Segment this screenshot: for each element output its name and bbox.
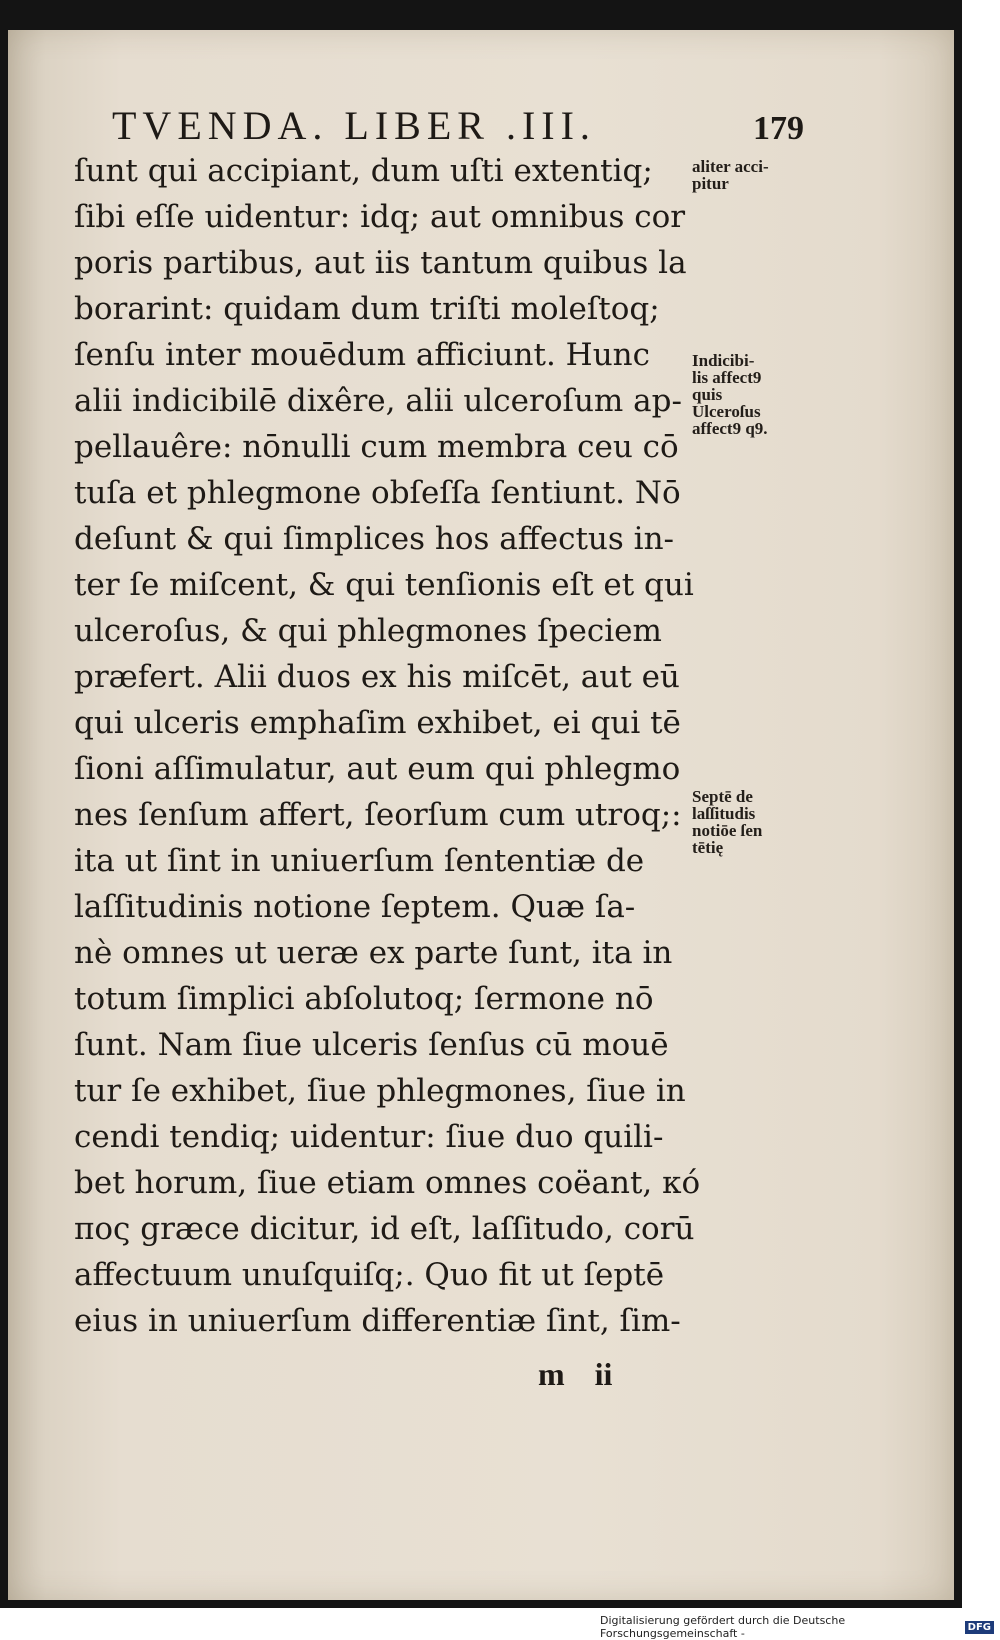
text-line: nè omnes ut ueræ ex parte ſunt, ita in [74, 935, 673, 971]
text-line: cendi tendiq; uidentur: ſiue duo quili- [74, 1119, 664, 1155]
credit-text: Digitalisierung gefördert durch die Deutsche Forschungsgemeinschaft - [600, 1614, 846, 1640]
text-line: borarint: quidam dum triſti moleſtoq; [74, 291, 660, 327]
text-line: ulceroſus, & qui phlegmones ſpeciem [74, 613, 662, 649]
margin-note-line: affect9 q9. [692, 419, 768, 438]
text-line: affectuum unuſquiſq;. Quo fit ut ſeptē [74, 1257, 665, 1293]
signature-mark: m ii [538, 1356, 613, 1392]
margin-note-septem [692, 788, 822, 856]
text-line: ſenſu inter mouēdum afficiunt. Hunc [74, 337, 650, 373]
text-line: ter ſe miſcent, & qui tenſionis eſt et qui [74, 567, 694, 603]
text-line: tuſa et phlegmone obſeſſa ſentiunt. Nō [74, 475, 681, 511]
running-head: TVENDA. LIBER .III. [112, 103, 596, 148]
margin-note-line: Indicibi- [692, 351, 755, 370]
text-line: tur ſe exhibet, ſiue phlegmones, ſiue in [74, 1073, 686, 1109]
margin-note-line: laſſitudis [692, 804, 756, 823]
text-line: totum ſimplici abſolutoq; ſermone nō [74, 981, 654, 1017]
book-page [8, 30, 954, 1600]
page-number: 179 [753, 110, 804, 147]
text-line: præfert. Alii duos ex his miſcēt, aut eū [74, 659, 680, 695]
text-line: πος græce dicitur, id eſt, laſſitudo, corū [74, 1211, 695, 1247]
main-text-block [74, 148, 714, 1344]
text-line: pellauêre: nōnulli cum membra ceu cō [74, 429, 679, 465]
text-line: deſunt & qui ſimplices hos affectus in- [74, 521, 675, 557]
margin-note-line: notiōe ſen [692, 821, 763, 840]
text-line: laſſitudinis notione ſeptem. Quæ ſa- [74, 889, 636, 925]
text-line: ſibi eſſe uidentur: idq; aut omnibus cor [74, 199, 686, 235]
text-line: ita ut ſint in uniuerſum ſententiæ de [74, 843, 645, 879]
margin-note-line: aliter acci- [692, 157, 769, 176]
text-line: nes ſenſum affert, ſeorſum cum utroq;: [74, 797, 682, 833]
text-line: ſioni aſſimulatur, aut eum qui phlegmo [74, 751, 681, 787]
digitization-credit [600, 1614, 994, 1640]
text-line: ſunt. Nam ſiue ulceris ſenſus cū mouē [74, 1027, 669, 1063]
dfg-logo: DFG [965, 1621, 994, 1634]
margin-note-line: Septē de [692, 787, 753, 806]
margin-note-aliter [692, 158, 822, 192]
page-header [112, 102, 804, 149]
margin-note-line: pitur [692, 174, 729, 193]
text-line: eius in uniuerſum differentiæ ſint, ſim- [74, 1303, 681, 1339]
margin-note-indicibilis [692, 352, 822, 437]
text-line: alii indicibilē dixêre, alii ulceroſum ap- [74, 383, 682, 419]
margin-note-line: lis affect9 [692, 368, 762, 387]
text-line: poris partibus, aut iis tantum quibus la [74, 245, 687, 281]
margin-note-line: tētię [692, 838, 724, 857]
margin-note-line: Ulceroſus [692, 402, 761, 421]
margin-note-line: quis [692, 385, 723, 404]
text-line: bet horum, ſiue etiam omnes coëant, κό [74, 1165, 701, 1201]
text-line: qui ulceris emphaſim exhibet, ei qui tē [74, 705, 681, 741]
text-line: ſunt qui accipiant, dum uſti extentiq; [74, 153, 653, 189]
